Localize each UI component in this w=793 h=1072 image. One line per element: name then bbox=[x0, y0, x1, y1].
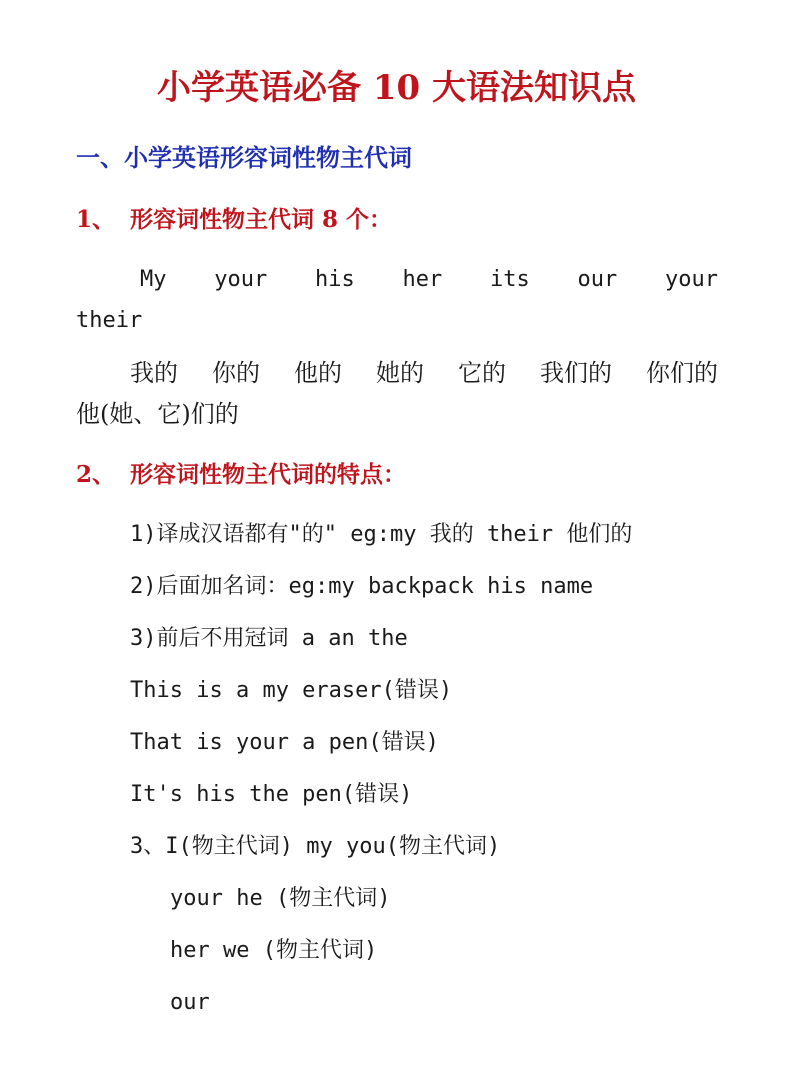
indent-pair-2: her we (物主代词) bbox=[170, 938, 378, 963]
subheading-1-text: 形容词性物主代词 8 个： bbox=[130, 206, 393, 233]
subheading-1 bbox=[76, 203, 392, 237]
pronoun-list bbox=[140, 264, 718, 296]
meaning-wrap: 他(她、它)们的 bbox=[76, 400, 239, 428]
meaning-item: 我的 bbox=[130, 359, 178, 387]
meaning-item: 你的 bbox=[212, 359, 260, 387]
pronoun-item: his bbox=[314, 267, 355, 292]
pronoun-item: her bbox=[402, 267, 443, 292]
pronoun-item: its bbox=[489, 267, 530, 292]
subheading-2-number: 2、 bbox=[76, 461, 116, 488]
meaning-item: 我们的 bbox=[540, 359, 612, 387]
indent-pair-3: our bbox=[170, 990, 210, 1015]
meaning-item: 你们的 bbox=[646, 359, 718, 387]
subheading-2 bbox=[76, 458, 406, 492]
meaning-item: 她的 bbox=[376, 359, 424, 387]
point-1: 1)译成汉语都有"的" eg:my 我的 their 他们的 bbox=[130, 522, 633, 547]
example-wrong-2: That is your a pen(错误) bbox=[130, 730, 439, 755]
point-3: 3)前后不用冠词 a an the bbox=[130, 626, 408, 651]
pronoun-wrap: their bbox=[76, 308, 143, 333]
pronoun-item: your bbox=[664, 267, 718, 292]
meaning-item: 它的 bbox=[458, 359, 506, 387]
pronoun-item: your bbox=[214, 267, 268, 292]
pronoun-item: our bbox=[577, 267, 618, 292]
example-wrong-1: This is a my eraser(错误) bbox=[130, 678, 453, 703]
point-pairs: 3、I(物主代词) my you(物主代词) bbox=[130, 834, 501, 859]
subheading-2-text: 形容词性物主代词的特点： bbox=[130, 461, 406, 488]
indent-pair-1: your he (物主代词) bbox=[170, 886, 391, 911]
point-2: 2)后面加名词：eg:my backpack his name bbox=[130, 574, 594, 599]
meaning-list bbox=[130, 356, 718, 390]
meaning-item: 他的 bbox=[294, 359, 342, 387]
pronoun-item: My bbox=[140, 267, 167, 292]
example-wrong-3: It's his the pen(错误) bbox=[130, 782, 413, 807]
section-heading-1: 一、小学英语形容词性物主代词 bbox=[76, 143, 412, 172]
document-title: 小学英语必备 10 大语法知识点 bbox=[157, 68, 636, 108]
subheading-1-number: 1、 bbox=[76, 206, 116, 233]
